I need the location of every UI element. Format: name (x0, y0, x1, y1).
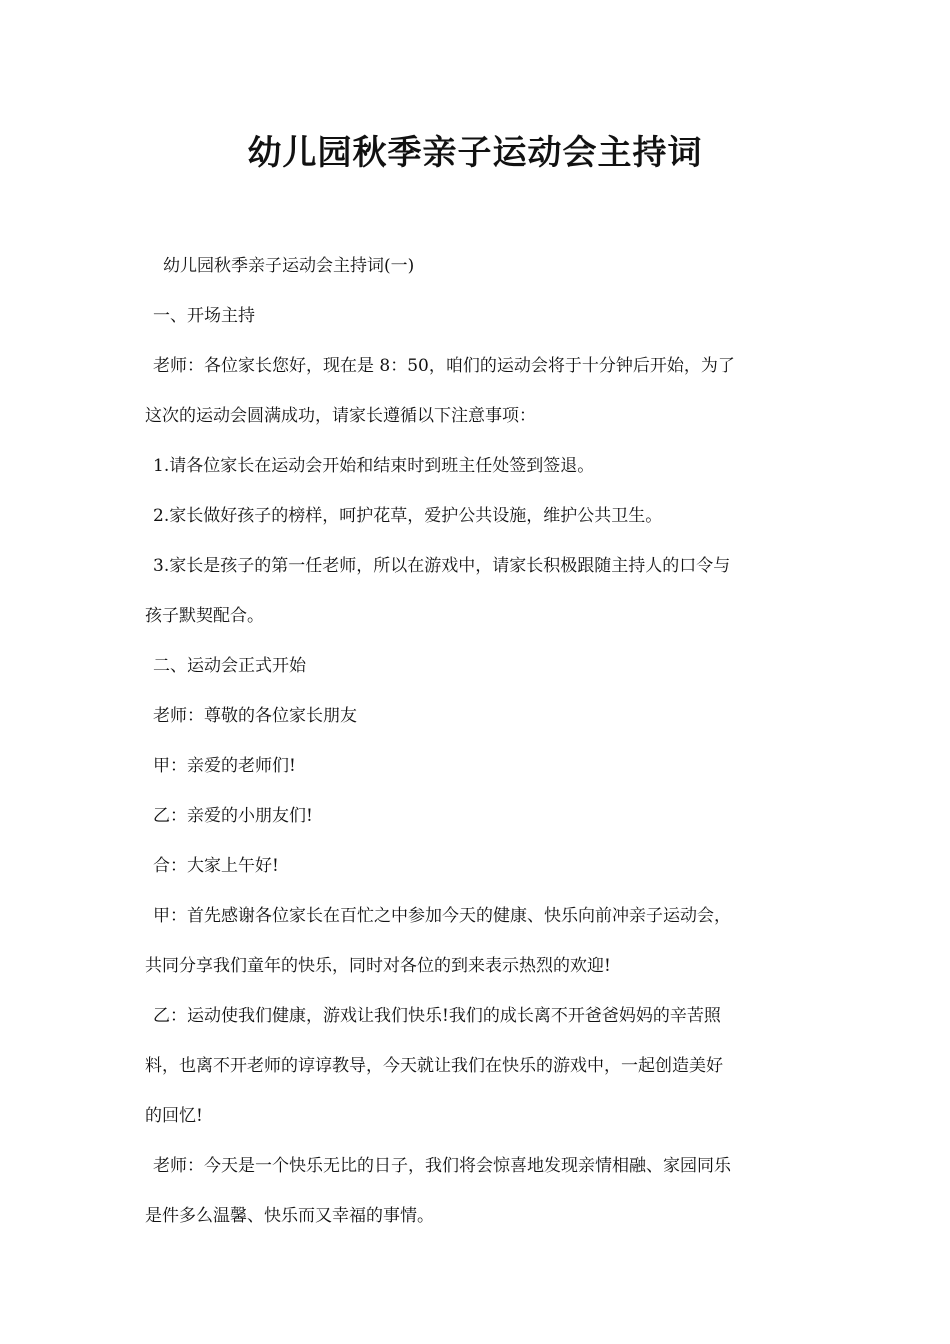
section-heading: 幼儿园秋季亲子运动会主持词(一) (163, 256, 415, 276)
paragraph-line: 老师：尊敬的各位家长朋友 (153, 706, 357, 726)
document-body (145, 241, 810, 1241)
paragraph-line: 甲：首先感谢各位家长在百忙之中参加今天的健康、快乐向前冲亲子运动会， (153, 906, 731, 926)
paragraph-line: 合：大家上午好! (153, 856, 279, 876)
subsection-heading: 二、运动会正式开始 (153, 656, 306, 676)
paragraph-line: 孩子默契配合。 (145, 606, 264, 626)
document-title: 幼儿园秋季亲子运动会主持词 (247, 133, 703, 173)
paragraph-line: 是件多么温馨、快乐而又幸福的事情。 (145, 1206, 434, 1226)
subsection-heading: 一、开场主持 (153, 306, 255, 326)
paragraph-line: 这次的运动会圆满成功，请家长遵循以下注意事项： (145, 406, 536, 426)
paragraph-line: 乙：运动使我们健康，游戏让我们快乐!我们的成长离不开爸爸妈妈的辛苦照 (153, 1006, 721, 1026)
list-item: 1.请各位家长在运动会开始和结束时到班主任处签到签退。 (153, 456, 595, 476)
paragraph-line: 的回忆! (145, 1106, 203, 1126)
paragraph-line: 老师：各位家长您好，现在是 8：50，咱们的运动会将于十分钟后开始，为了 (153, 356, 735, 376)
paragraph-line: 料，也离不开老师的谆谆教导，今天就让我们在快乐的游戏中，一起创造美好 (145, 1056, 723, 1076)
paragraph-line: 乙：亲爱的小朋友们! (153, 806, 313, 826)
paragraph-line: 老师：今天是一个快乐无比的日子，我们将会惊喜地发现亲情相融、家园同乐 (153, 1156, 731, 1176)
paragraph-line: 共同分享我们童年的快乐，同时对各位的到来表示热烈的欢迎! (145, 956, 611, 976)
list-item: 2.家长做好孩子的榜样，呵护花草，爱护公共设施，维护公共卫生。 (153, 506, 663, 526)
list-item: 3.家长是孩子的第一任老师，所以在游戏中，请家长积极跟随主持人的口令与 (153, 556, 731, 576)
paragraph-line: 甲：亲爱的老师们! (153, 756, 296, 776)
